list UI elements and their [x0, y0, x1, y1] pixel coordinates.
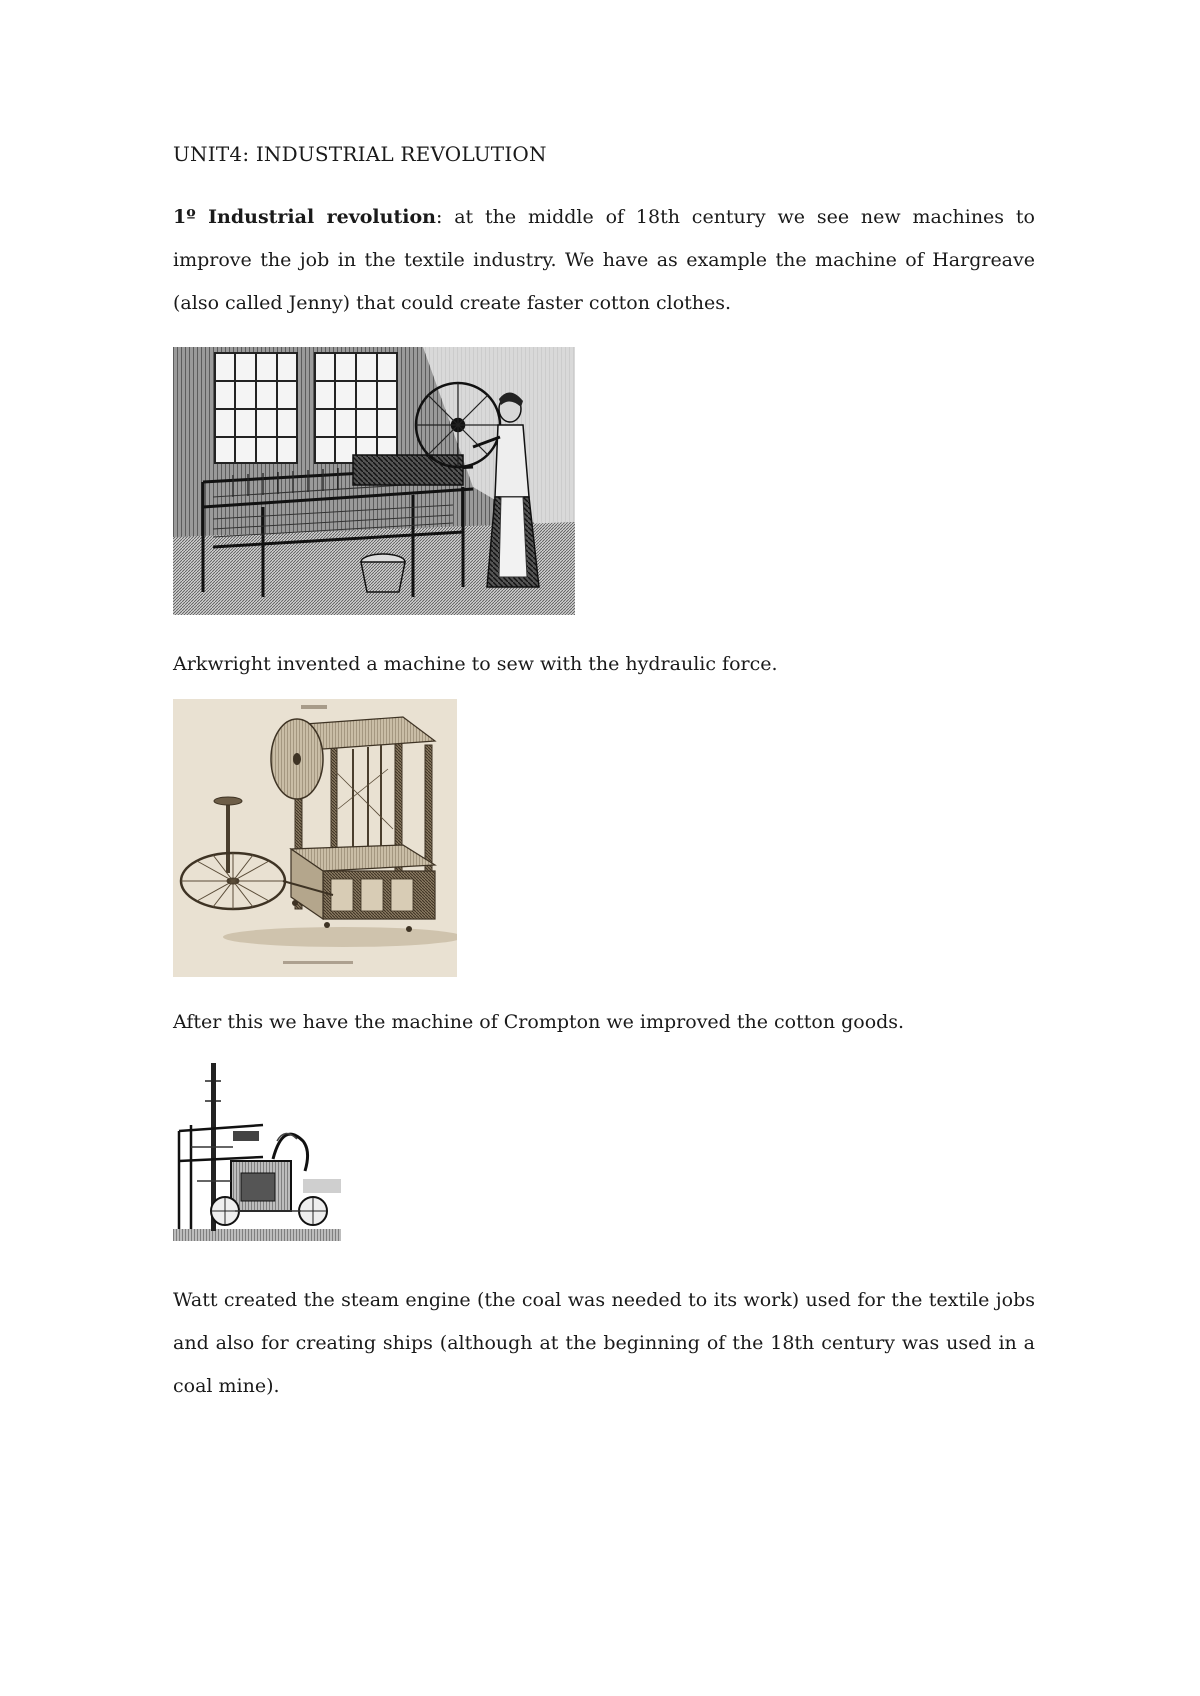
spinning-jenny-image: [173, 347, 575, 615]
intro-term: 1º Industrial revolution: [173, 206, 436, 228]
document-body: [173, 140, 1035, 1408]
water-frame-image: [173, 699, 457, 977]
intro-paragraph: [173, 196, 1035, 325]
watt-paragraph: Watt created the steam engine (the coal was needed to its work) used for the textile jobs and also for creating ships (although at the beginning of the 18th century was used in a coal mine).: [173, 1289, 1035, 1397]
intro-text: : at the middle of 18th century we see new machines to improve the job in the textile industry. We have as example the machine of Hargreave (also called Jenny) that could create faster cotton clothes.: [173, 206, 1035, 314]
arkwright-caption: Arkwright invented a machine to sew with the hydraulic force.: [173, 653, 778, 675]
crompton-caption: After this we have the machine of Crompton we improved the cotton goods.: [173, 1011, 905, 1033]
document-title: UNIT4: INDUSTRIAL REVOLUTION: [173, 142, 547, 166]
crompton-mule-image: [173, 1061, 341, 1251]
